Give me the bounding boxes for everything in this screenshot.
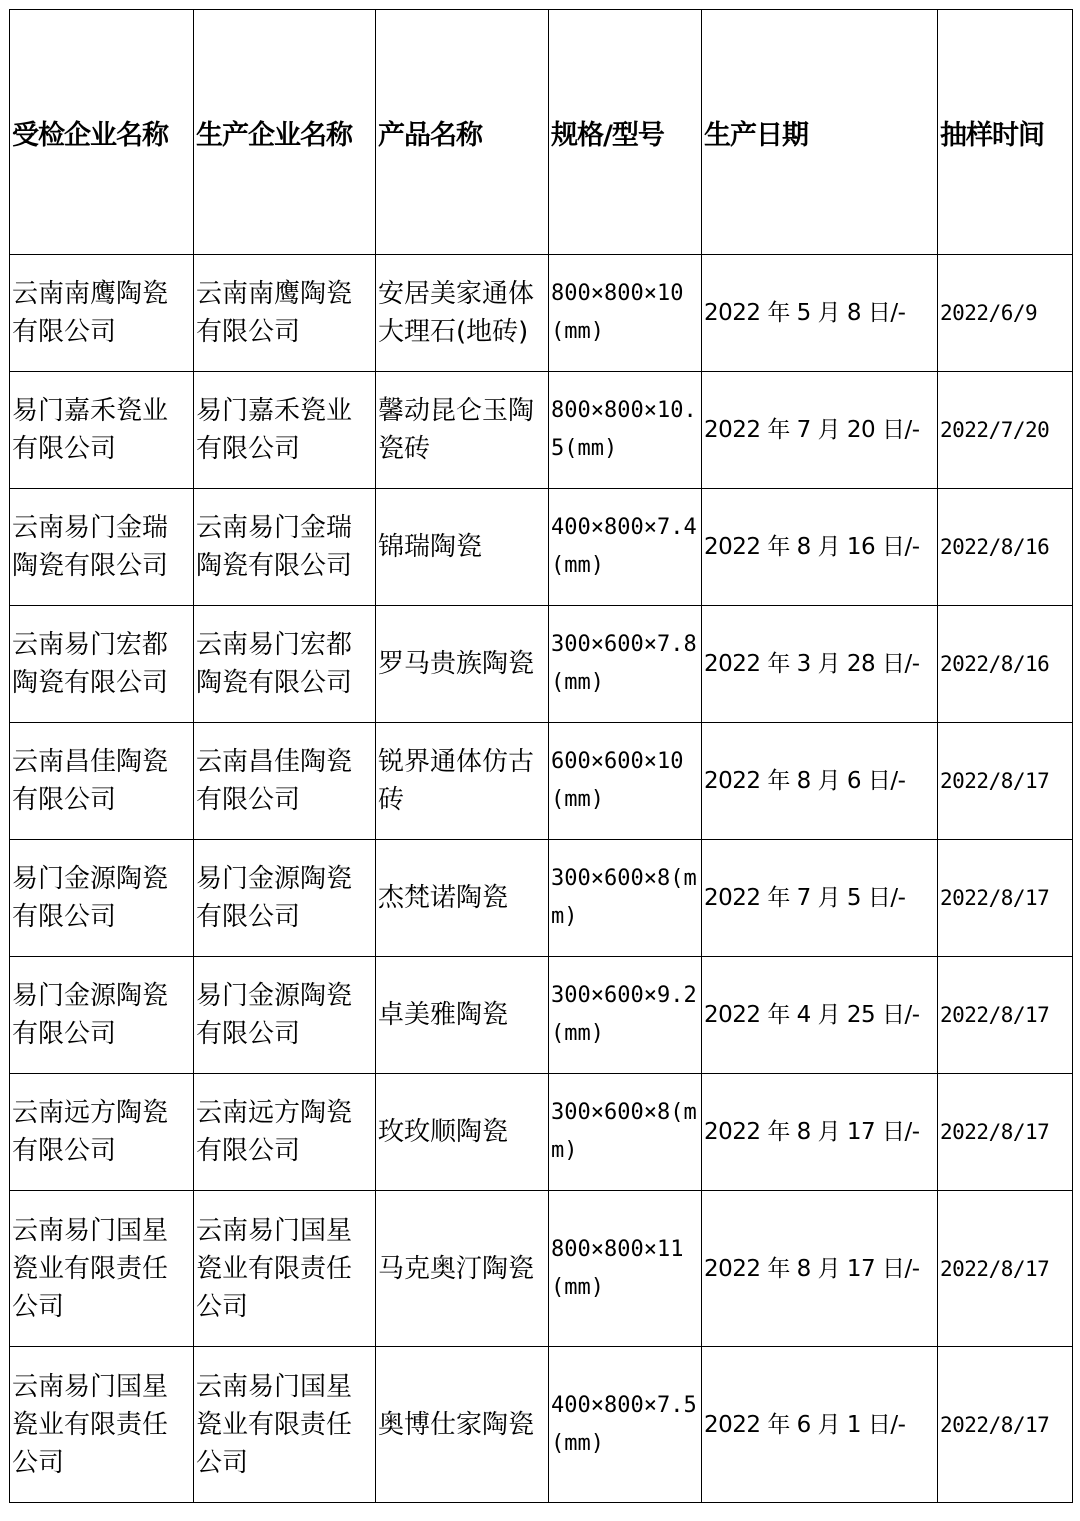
production-date-cell: 2022 年 8 月 17 日/- (702, 1191, 938, 1347)
producer-company-cell: 云南昌佳陶瓷有限公司 (194, 723, 376, 840)
header-inspected-company: 受检企业名称 (10, 10, 194, 255)
table-row (10, 1074, 1073, 1191)
sampling-time-cell: 2022/8/16 (938, 606, 1073, 723)
product-name-cell: 玫玫顺陶瓷 (376, 1074, 549, 1191)
spec-cell: 300×600×7.8(mm) (549, 606, 702, 723)
production-date-cell: 2022 年 8 月 6 日/- (702, 723, 938, 840)
sampling-time-cell: 2022/8/17 (938, 1191, 1073, 1347)
producer-company-cell: 云南南鹰陶瓷有限公司 (194, 255, 376, 372)
producer-company-cell: 云南易门宏都陶瓷有限公司 (194, 606, 376, 723)
production-date-cell: 2022 年 8 月 17 日/- (702, 1074, 938, 1191)
production-date-cell: 2022 年 7 月 5 日/- (702, 840, 938, 957)
product-name-cell: 奥博仕家陶瓷 (376, 1347, 549, 1503)
spec-cell: 400×800×7.4(mm) (549, 489, 702, 606)
production-date-cell: 2022 年 7 月 20 日/- (702, 372, 938, 489)
inspected-company-cell: 云南昌佳陶瓷有限公司 (10, 723, 194, 840)
spec-cell: 600×600×10(mm) (549, 723, 702, 840)
inspected-company-cell: 云南南鹰陶瓷有限公司 (10, 255, 194, 372)
product-name-cell: 杰梵诺陶瓷 (376, 840, 549, 957)
spec-cell: 800×800×10.5(mm) (549, 372, 702, 489)
production-date-cell: 2022 年 8 月 16 日/- (702, 489, 938, 606)
header-product-name: 产品名称 (376, 10, 549, 255)
producer-company-cell: 云南易门金瑞陶瓷有限公司 (194, 489, 376, 606)
table-row (10, 489, 1073, 606)
table-row (10, 1347, 1073, 1503)
product-name-cell: 安居美家通体大理石(地砖) (376, 255, 549, 372)
header-producer-company: 生产企业名称 (194, 10, 376, 255)
product-name-cell: 锐界通体仿古砖 (376, 723, 549, 840)
spec-cell: 300×600×9.2(mm) (549, 957, 702, 1074)
inspected-company-cell: 易门金源陶瓷有限公司 (10, 840, 194, 957)
header-sampling-time: 抽样时间 (938, 10, 1073, 255)
product-name-cell: 罗马贵族陶瓷 (376, 606, 549, 723)
header-row (10, 10, 1073, 255)
spec-cell: 300×600×8(mm) (549, 1074, 702, 1191)
inspected-company-cell: 易门金源陶瓷有限公司 (10, 957, 194, 1074)
production-date-cell: 2022 年 6 月 1 日/- (702, 1347, 938, 1503)
product-name-cell: 卓美雅陶瓷 (376, 957, 549, 1074)
table-row (10, 840, 1073, 957)
producer-company-cell: 易门金源陶瓷有限公司 (194, 840, 376, 957)
inspected-company-cell: 易门嘉禾瓷业有限公司 (10, 372, 194, 489)
table-row (10, 255, 1073, 372)
header-spec-model: 规格/型号 (549, 10, 702, 255)
inspected-company-cell: 云南易门宏都陶瓷有限公司 (10, 606, 194, 723)
sampling-time-cell: 2022/8/17 (938, 840, 1073, 957)
producer-company-cell: 云南易门国星瓷业有限责任公司 (194, 1191, 376, 1347)
producer-company-cell: 易门金源陶瓷有限公司 (194, 957, 376, 1074)
inspected-company-cell: 云南易门国星瓷业有限责任公司 (10, 1347, 194, 1503)
production-date-cell: 2022 年 3 月 28 日/- (702, 606, 938, 723)
table-row (10, 957, 1073, 1074)
product-name-cell: 锦瑞陶瓷 (376, 489, 549, 606)
inspected-company-cell: 云南易门金瑞陶瓷有限公司 (10, 489, 194, 606)
table-row (10, 723, 1073, 840)
table-row (10, 372, 1073, 489)
table-body (10, 255, 1073, 1503)
spec-cell: 800×800×10(mm) (549, 255, 702, 372)
spec-cell: 800×800×11(mm) (549, 1191, 702, 1347)
table-row (10, 606, 1073, 723)
sampling-time-cell: 2022/8/17 (938, 1347, 1073, 1503)
table-row (10, 1191, 1073, 1347)
spec-cell: 400×800×7.5(mm) (549, 1347, 702, 1503)
product-name-cell: 馨动昆仑玉陶瓷砖 (376, 372, 549, 489)
production-date-cell: 2022 年 4 月 25 日/- (702, 957, 938, 1074)
producer-company-cell: 易门嘉禾瓷业有限公司 (194, 372, 376, 489)
sampling-time-cell: 2022/8/17 (938, 957, 1073, 1074)
inspected-company-cell: 云南易门国星瓷业有限责任公司 (10, 1191, 194, 1347)
producer-company-cell: 云南远方陶瓷有限公司 (194, 1074, 376, 1191)
inspection-table (9, 9, 1073, 1503)
inspected-company-cell: 云南远方陶瓷有限公司 (10, 1074, 194, 1191)
producer-company-cell: 云南易门国星瓷业有限责任公司 (194, 1347, 376, 1503)
sampling-time-cell: 2022/6/9 (938, 255, 1073, 372)
product-name-cell: 马克奥汀陶瓷 (376, 1191, 549, 1347)
spec-cell: 300×600×8(mm) (549, 840, 702, 957)
sampling-time-cell: 2022/8/17 (938, 723, 1073, 840)
sampling-time-cell: 2022/8/16 (938, 489, 1073, 606)
sampling-time-cell: 2022/8/17 (938, 1074, 1073, 1191)
production-date-cell: 2022 年 5 月 8 日/- (702, 255, 938, 372)
sampling-time-cell: 2022/7/20 (938, 372, 1073, 489)
header-production-date: 生产日期 (702, 10, 938, 255)
